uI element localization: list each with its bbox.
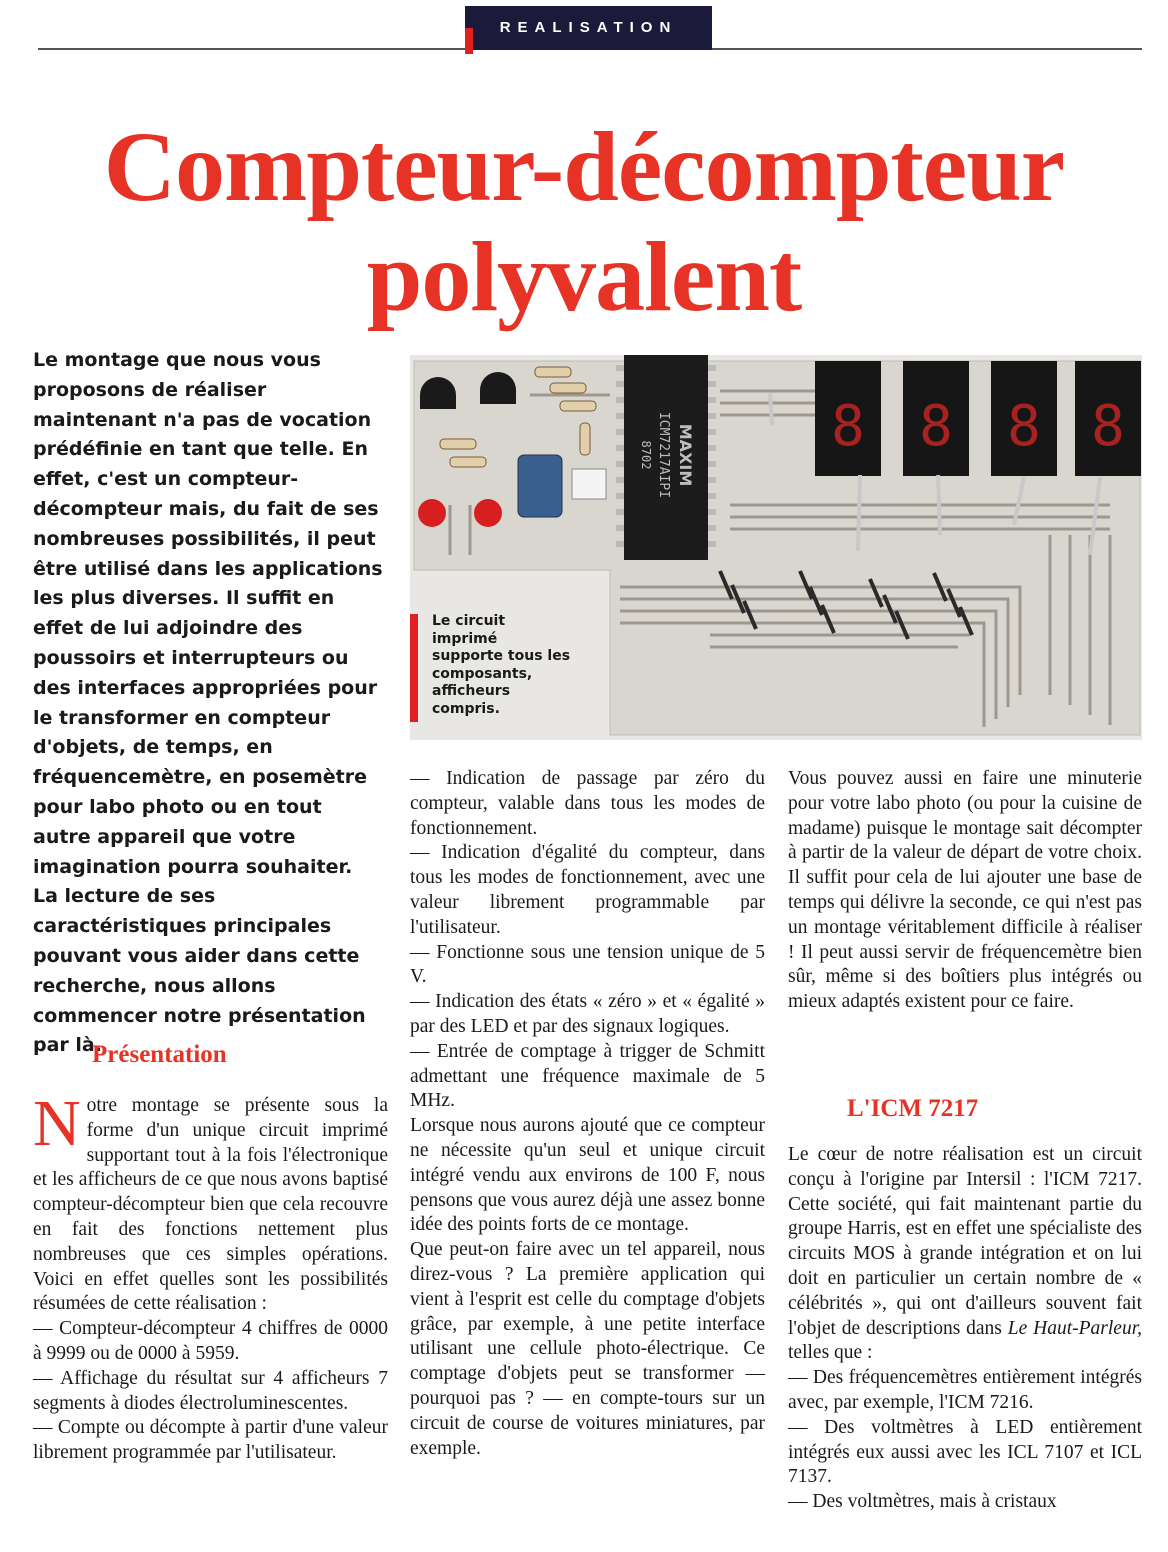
list-item: — Indication d'égalité du compteur, dans tous les modes de fonctionnement, avec une valeur librement programmable par l'utilisateur. [410, 842, 765, 938]
list-item: — Entrée de comptage à trigger de Schmitt admettant une fréquence maximale de 5 MHz. [410, 1040, 765, 1112]
column-2 [410, 767, 765, 1461]
section-tab [465, 6, 712, 50]
column-1 [33, 1087, 388, 1466]
icm-paragraph: Le cœur de notre réalisation est un circuit conçu à l'origine par Intersil : l'ICM 7217. Cette société, qui fait maintenant partie du groupe Harris, est en effet une spécialiste des circuits MOS à grande intégration et on lui doit en particulier un certain nombre de « célébrités », qui ont d'ailleurs souvent fait l'objet de descriptions dans Le Haut-Parleur, telles que : [788, 1144, 1143, 1364]
body-paragraph: Vous pouvez aussi en faire une minuterie pour votre labo photo (ou pour la cuisine de madame) puisque le montage sait décompter à partir de la valeur de départ de votre choix. Il suffit pour cela de lui ajouter une base de temps qui délivre la seconde, ce qui n'est pas un montage véritablement difficile à réaliser ! Il peut aussi servir de fréquencemètre bien sûr, même si des boîtiers plus intégrés ou mieux adaptés existent pour ce faire. [788, 768, 1142, 1013]
seven-segment-display-4 [1075, 361, 1141, 476]
capacitor [518, 455, 562, 517]
icm-heading: L'ICM 7217 [847, 1095, 979, 1122]
svg-text:8: 8 [831, 394, 865, 459]
trimmer [572, 469, 606, 499]
intro-paragraph: Le montage que nous vous proposons de réaliser maintenant n'a pas de vocation prédéfinie en tant que telle. En effet, c'est un compteur-décompteur mais, du fait de ses nombreuses possibilités, il peut être utilisé dans les applications les plus diverses. Il suffit en effet de lui adjoindre des poussoirs et interrupteurs ou des interfaces appropriées pour le transformer en compteur d'objets, de temps, en fréquencemètre, en posemètre pour labo photo ou en tout autre appareil que votre imagination pourra souhaiter. La lecture de ses caractéristiques principales pouvant vous aider dans cette recherche, nous allons commencer notre présentation par là. [33, 349, 383, 1057]
list-item: — Indication de passage par zéro du compteur, valable dans tous les modes de fonctionnement. [410, 768, 765, 839]
chip-brand: MAXIM [676, 423, 695, 487]
column-3-continued [788, 1143, 1142, 1515]
chip-label: ICM7217AIPI [656, 411, 671, 499]
body-paragraph: Que peut-on faire avec un tel appareil, nous direz-vous ? La première application qui vient à l'esprit est celle du comptage d'objets grâce, par exemple, à une petite interface utilisant une cellule photo-électrique. Ce comptage d'objets peut se transformer —pourquoi pas ? — en compte-tours sur un circuit de course de voitures miniatures, par exemple. [410, 1239, 765, 1459]
presentation-heading: Présentation [92, 1041, 227, 1068]
photo-caption: Le circuit imprimé supporte tous les composants, afficheurs compris. [432, 613, 571, 717]
seven-segment-display-1 [815, 361, 881, 476]
list-item: — Affichage du résultat sur 4 afficheurs 7 segments à diodes électroluminescentes. [33, 1367, 388, 1414]
list-item: — Fonctionne sous une tension unique de 5 V. [410, 941, 765, 988]
led-zero [418, 499, 446, 527]
list-item: — Des voltmètres, mais à cristaux [788, 1491, 1057, 1513]
drop-cap: N [33, 1087, 81, 1160]
seven-segment-display-2 [903, 361, 969, 476]
svg-text:8: 8 [1007, 394, 1041, 459]
presentation-intro-text: otre montage se présente sous la forme d'un unique circuit imprimé supportant tout à la fois l'électronique et les afficheurs de ce que nous avons baptisé compteur-décompteur bien que cela recouvre en fait des fonctions nettement plus nombreuses que ces simples opérations. Voici en effet quelles sont les possibilités résumées de cette réalisation : [33, 1095, 388, 1315]
body-paragraph: Lorsque nous aurons ajouté que ce compteur ne nécessite qu'un seul et unique circuit intégré vendu aux environs de 100 F, nous pensons que vous aurez déjà une assez bonne idée des points forts de ce montage. [410, 1115, 765, 1236]
list-item: — Des fréquencemètres entièrement intégrés avec, par exemple, l'ICM 7216. [788, 1367, 1142, 1413]
list-item: — Indication des états « zéro » et « égalité » par des LED et par des signaux logiques. [410, 991, 765, 1037]
svg-text:8: 8 [919, 394, 953, 459]
list-item: — Compteur-décompteur 4 chiffres de 0000 à 9999 ou de 0000 à 5959. [33, 1318, 388, 1364]
magazine-name: Le Haut-Parleur, [1007, 1317, 1143, 1339]
section-tab-marker [465, 28, 473, 54]
presentation-intro [33, 1087, 388, 1317]
list-item: — Des voltmètres à LED entièrement intégrés eux aussi avec les ICL 7107 et ICL 7137. [788, 1416, 1142, 1488]
article-title-line-1: Compteur-décompteur [103, 111, 1065, 222]
list-item: — Compte ou décompte à partir d'une valeur librement programmée par l'utilisateur. [33, 1417, 388, 1464]
column-3 [788, 767, 1142, 1015]
led-equal [474, 499, 502, 527]
chip-code: 8702 [639, 440, 653, 470]
caption-bar [410, 614, 418, 722]
seven-segment-display-3 [991, 361, 1057, 476]
article-title-line-2: polyvalent [366, 221, 802, 332]
svg-text:8: 8 [1091, 394, 1125, 459]
section-label: REALISATION [499, 19, 678, 36]
